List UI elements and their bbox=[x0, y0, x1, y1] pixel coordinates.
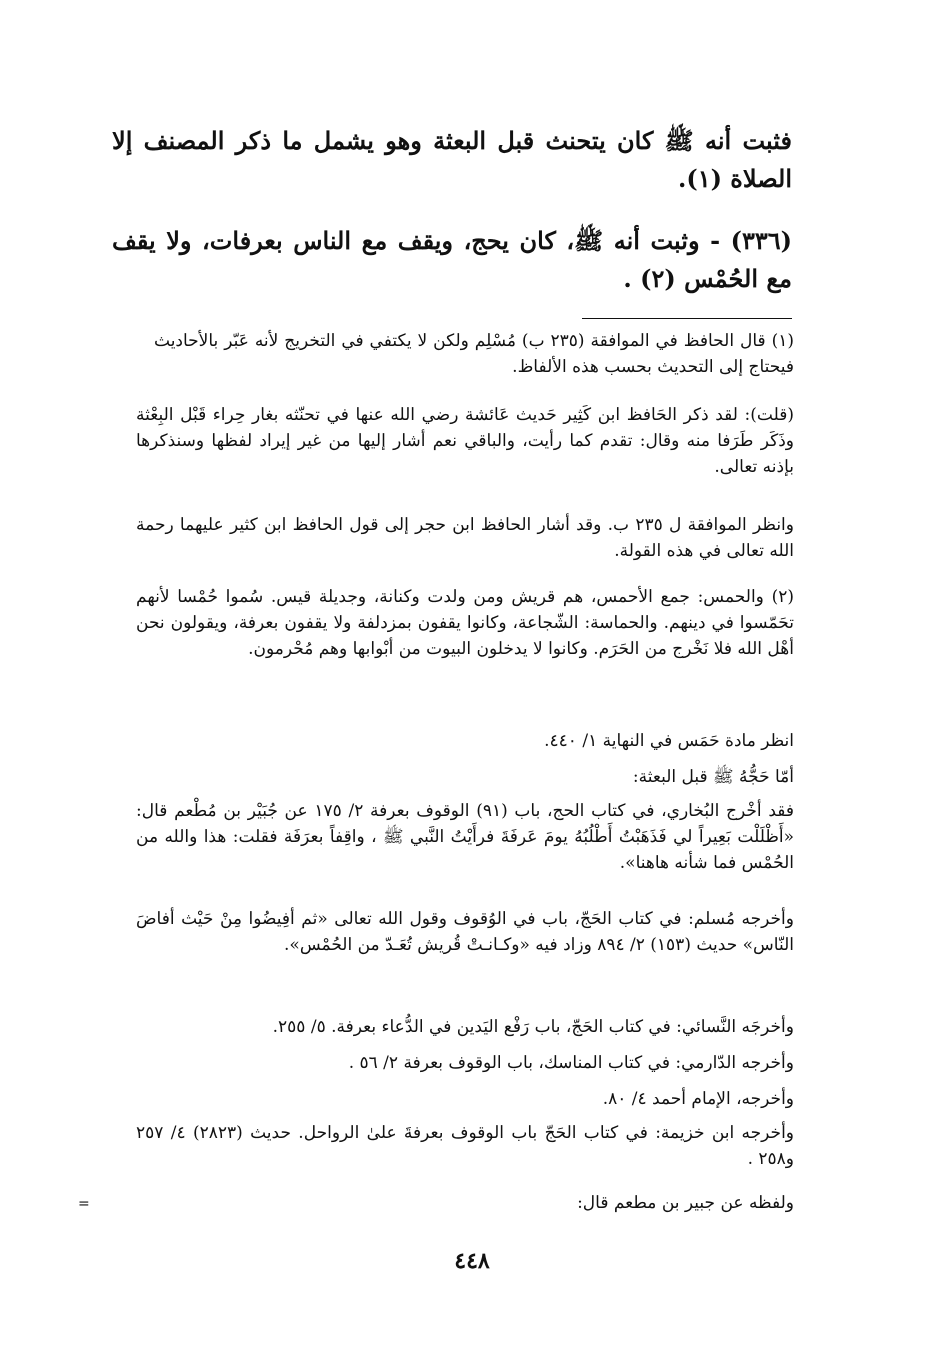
footnote-2-part-j: ولفظه عن جبير بن مطعم قال: bbox=[577, 1193, 794, 1213]
margin-mark: = bbox=[78, 1196, 90, 1212]
footnote-2-part-d: فقد أخْرج البُخاري، في كتاب الحج، باب (٩١) الوقوف بعرفة ٢/ ١٧٥ عن جُبَيْر بن مُطْعم قال: «أَظْلَلْت بَعِيراً لي فَذَهَبْتُ أَطْلُبُهُ يومَ عَرفَةَ فرأَيْتُ النَّبي ﷺ ، واقِفاً بعرَفَة فقلت: هذا والله من الحُمْس فما شأنه هاهنا». bbox=[136, 801, 794, 873]
footnote-divider bbox=[582, 318, 792, 319]
footnote-2-part-f: وأخرجَه النَّسائي: في كتاب الحَجّ، باب رَفْع اليَدين في الدُّعاء بعرفة. ٥/ ٢٥٥. bbox=[272, 1017, 794, 1037]
footnote-2-part-i: وأخرجه ابن خزيمة: في كتاب الحَجّ باب الوقوف بعرفةَ علىٰ الرواحل. حديث (٢٨٢٣) ٤/ ٢٥٧ و٢٥٨ . bbox=[136, 1123, 794, 1169]
footnote-1-part-b: (قلت): لقد ذكر الحَافظ ابن كَثِير حَديث عَائشة رضي الله عنها في تحنّثه بغار حِراء قَبْل البِعْثة وذَكَر طَرَفا منه وقال: تقدم كما رأيت، والباقي نعم أشار إليها من غير إيراد لفظها وسنذكرها بإذنه تعالى. bbox=[136, 405, 794, 477]
footnote-2-part-b: انظر مادة حَمَس في النهاية ١/ ٤٤٠. bbox=[544, 731, 794, 751]
footnote-1-part-a: (١) قال الحافظ في الموافقة (٢٣٥ ب) مُسْلِم ولكن لا يكتفي في التخريج لأنه عَبّر بالأحاديث فيحتاج إلى التحديث بحسب هذه الألفاظ. bbox=[154, 331, 794, 377]
main-paragraph-1: فثبت أنه ﷺ كان يتحنث قبل البعثة وهو يشمل ما ذكر المصنف إلا الصلاة (١). bbox=[112, 126, 792, 193]
main-paragraph-2: (٣٣٦) - وثبت أنه ﷺ، كان يحج، ويقف مع الناس بعرفات، ولا يقف مع الحُمْس (٢) . bbox=[112, 226, 792, 293]
footnote-2-part-a: (٢) والحمس: جمع الأحمس، هم قريش ومن ولدت وكنانة، وجديلة قيس. سُموا حُمْسا لأنهم تحَمّسوا في دينهم. والحماسة: الشّجاعة، وكانوا يقفون بمزدلفة ولا يقفون بعرفة، ويقولون نحن أهْل الله فلا نَخْرج من الحَرَم. وكانوا لا يدخلون البيوت من أبْوابها وهم مُحْرمون. bbox=[136, 587, 794, 659]
footnote-2-part-e: وأخرجه مُسلم: في كتاب الحَجّ، باب في الوُقوف وقول الله تعالى «ثم أفِيضُوا مِنْ حَيْث أفاضَ النّاس» حديث (١٥٣) ٢/ ٨٩٤ وزاد فيه «وكـانـتْ قُريش تُعَـدّ من الحُمْس». bbox=[136, 909, 794, 955]
footnote-2-part-c: أمّا حَجُّهُ ﷺ قبل البعثة: bbox=[632, 767, 794, 787]
footnote-2-part-h: وأخرجه، الإمام أحمد ٤/ ٨٠. bbox=[602, 1089, 794, 1109]
page-number: ٤٤٨ bbox=[454, 1248, 490, 1274]
footnote-2-part-g: وأخرجه الدّارمي: في كتاب المناسك، باب الوقوف بعرفة ٢/ ٥٦ . bbox=[348, 1053, 794, 1073]
footnote-1-part-c: وانظر الموافقة ل ٢٣٥ ب. وقد أشار الحافظ ابن حجر إلى قول الحافظ ابن كثير عليهما رحمة الله تعالى في هذه القولة. bbox=[136, 515, 794, 561]
